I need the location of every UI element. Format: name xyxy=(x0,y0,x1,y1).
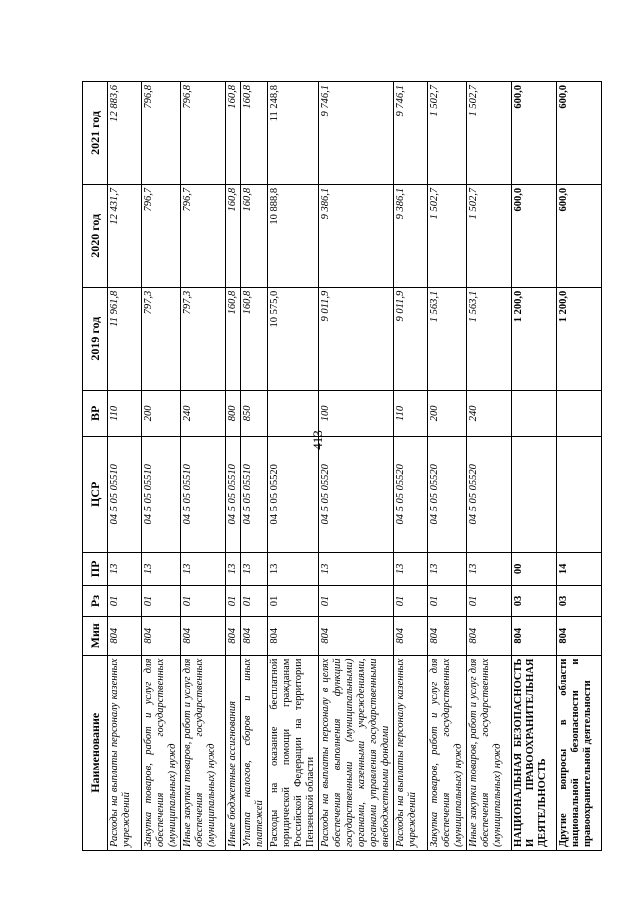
cell-2021: 11 248,8 xyxy=(268,82,319,185)
cell-rz: 01 xyxy=(142,586,181,617)
cell-name: Расходы на выплаты персоналу в целях обеспечения выполнения функций государственными (муниципальными) органами, казенными учреждениями, органами управления государственными внебюджетными фондами xyxy=(319,655,394,850)
cell-2021: 1 502,7 xyxy=(467,82,512,185)
cell-name: НАЦИОНАЛЬНАЯ БЕЗОПАСНОСТЬ И ПРАВООХРАНИТЕЛЬНАЯ ДЕЯТЕЛЬНОСТЬ xyxy=(512,655,557,850)
cell-2021: 600,0 xyxy=(557,82,602,185)
cell-pr: 13 xyxy=(268,552,319,585)
cell-2021: 12 883,6 xyxy=(108,82,142,185)
cell-pr: 13 xyxy=(467,552,512,585)
table-row xyxy=(557,82,602,851)
cell-min: 804 xyxy=(181,616,226,655)
cell-tssr: 04 5 05 05520 xyxy=(394,436,428,552)
table-row xyxy=(226,82,241,851)
cell-2020: 160,8 xyxy=(241,184,268,287)
cell-min: 804 xyxy=(226,616,241,655)
cell-2021: 9 746,1 xyxy=(319,82,394,185)
cell-vr: 240 xyxy=(181,390,226,436)
cell-name: Иные закупки товаров, работ и услуг для обеспечения государственных (муниципальных) нужд xyxy=(181,655,226,850)
cell-tssr: 04 5 05 05510 xyxy=(241,436,268,552)
cell-2019: 160,8 xyxy=(241,287,268,390)
cell-rz: 01 xyxy=(226,586,241,617)
cell-min: 804 xyxy=(319,616,394,655)
cell-2020: 10 888,8 xyxy=(268,184,319,287)
cell-vr xyxy=(512,390,557,436)
header-min: Мин xyxy=(83,616,108,655)
cell-pr: 14 xyxy=(557,552,602,585)
cell-2019: 797,3 xyxy=(181,287,226,390)
cell-rz: 01 xyxy=(467,586,512,617)
cell-tssr: 04 5 05 05520 xyxy=(319,436,394,552)
cell-2021: 160,8 xyxy=(226,82,241,185)
cell-vr: 200 xyxy=(142,390,181,436)
cell-rz: 03 xyxy=(557,586,602,617)
cell-2019: 9 011,9 xyxy=(319,287,394,390)
cell-2019: 797,3 xyxy=(142,287,181,390)
cell-vr xyxy=(268,390,319,436)
cell-2021: 9 746,1 xyxy=(394,82,428,185)
cell-vr: 800 xyxy=(226,390,241,436)
cell-2020: 160,8 xyxy=(226,184,241,287)
cell-rz: 01 xyxy=(181,586,226,617)
table-row xyxy=(319,82,394,851)
cell-2019: 1 563,1 xyxy=(467,287,512,390)
cell-2020: 600,0 xyxy=(512,184,557,287)
header-name: Наименование xyxy=(83,655,108,850)
table-row xyxy=(512,82,557,851)
cell-tssr xyxy=(512,436,557,552)
header-2021: 2021 год xyxy=(83,82,108,185)
cell-rz: 03 xyxy=(512,586,557,617)
cell-pr: 13 xyxy=(319,552,394,585)
cell-vr: 200 xyxy=(428,390,467,436)
cell-rz: 01 xyxy=(394,586,428,617)
table-row xyxy=(181,82,226,851)
cell-min: 804 xyxy=(394,616,428,655)
header-rz: Рз xyxy=(83,586,108,617)
header-vr: ВР xyxy=(83,390,108,436)
cell-rz: 01 xyxy=(428,586,467,617)
cell-pr: 13 xyxy=(241,552,268,585)
cell-2019: 9 011,9 xyxy=(394,287,428,390)
cell-vr: 110 xyxy=(108,390,142,436)
cell-min: 804 xyxy=(142,616,181,655)
cell-2020: 12 431,7 xyxy=(108,184,142,287)
cell-rz: 01 xyxy=(108,586,142,617)
cell-2020: 796,7 xyxy=(142,184,181,287)
table-row xyxy=(142,82,181,851)
cell-min: 804 xyxy=(467,616,512,655)
cell-name: Расходы на выплаты персоналу казенных учреждений xyxy=(394,655,428,850)
header-tssr: ЦСР xyxy=(83,436,108,552)
cell-tssr xyxy=(557,436,602,552)
cell-2020: 1 502,7 xyxy=(467,184,512,287)
cell-name: Расходы на выплаты персоналу казенных учреждений xyxy=(108,655,142,850)
cell-tssr: 04 5 05 05520 xyxy=(268,436,319,552)
cell-2021: 796,8 xyxy=(142,82,181,185)
cell-tssr: 04 5 05 05510 xyxy=(226,436,241,552)
cell-tssr: 04 5 05 05510 xyxy=(181,436,226,552)
table-row xyxy=(467,82,512,851)
cell-vr: 100 xyxy=(319,390,394,436)
cell-2019: 1 200,0 xyxy=(557,287,602,390)
cell-pr: 13 xyxy=(181,552,226,585)
cell-vr: 850 xyxy=(241,390,268,436)
cell-2020: 796,7 xyxy=(181,184,226,287)
cell-pr: 00 xyxy=(512,552,557,585)
cell-rz: 01 xyxy=(268,586,319,617)
cell-pr: 13 xyxy=(394,552,428,585)
table-row xyxy=(428,82,467,851)
table-row xyxy=(108,82,142,851)
budget-table-container xyxy=(82,81,593,851)
cell-name: Иные закупки товаров, работ и услуг для обеспечения государственных (муниципальных) нужд xyxy=(467,655,512,850)
cell-2019: 11 961,8 xyxy=(108,287,142,390)
cell-min: 804 xyxy=(428,616,467,655)
table-row xyxy=(241,82,268,851)
page-number: 413 xyxy=(310,430,325,450)
cell-rz: 01 xyxy=(241,586,268,617)
cell-2020: 9 386,1 xyxy=(394,184,428,287)
cell-2021: 796,8 xyxy=(181,82,226,185)
table-header-row xyxy=(83,82,108,851)
cell-2019: 1 563,1 xyxy=(428,287,467,390)
table-body xyxy=(108,82,602,851)
cell-tssr: 04 5 05 05520 xyxy=(467,436,512,552)
cell-pr: 13 xyxy=(428,552,467,585)
cell-name: Расходы на оказание бесплатной юридической помощи гражданам Российской Федерации на территории Пензенской области xyxy=(268,655,319,850)
header-2019: 2019 год xyxy=(83,287,108,390)
cell-2020: 600,0 xyxy=(557,184,602,287)
cell-2019: 160,8 xyxy=(226,287,241,390)
cell-pr: 13 xyxy=(226,552,241,585)
cell-min: 804 xyxy=(557,616,602,655)
cell-2021: 1 502,7 xyxy=(428,82,467,185)
cell-name: Иные бюджетные ассигнования xyxy=(226,655,241,850)
cell-min: 804 xyxy=(108,616,142,655)
cell-pr: 13 xyxy=(142,552,181,585)
cell-tssr: 04 5 05 05520 xyxy=(428,436,467,552)
cell-vr: 110 xyxy=(394,390,428,436)
cell-pr: 13 xyxy=(108,552,142,585)
cell-vr: 240 xyxy=(467,390,512,436)
cell-2020: 9 386,1 xyxy=(319,184,394,287)
cell-2021: 160,8 xyxy=(241,82,268,185)
cell-2019: 10 575,0 xyxy=(268,287,319,390)
cell-2019: 1 200,0 xyxy=(512,287,557,390)
cell-min: 804 xyxy=(241,616,268,655)
table-row xyxy=(394,82,428,851)
cell-name: Закупка товаров, работ и услуг для обеспечения государственных (муниципальных) нужд xyxy=(428,655,467,850)
cell-2021: 600,0 xyxy=(512,82,557,185)
cell-name: Другие вопросы в области национальной безопасности и правоохранительной деятельности xyxy=(557,655,602,850)
cell-vr xyxy=(557,390,602,436)
cell-2020: 1 502,7 xyxy=(428,184,467,287)
cell-rz: 01 xyxy=(319,586,394,617)
cell-tssr: 04 5 05 05510 xyxy=(108,436,142,552)
table-row xyxy=(268,82,319,851)
budget-table xyxy=(82,81,602,851)
cell-name: Закупка товаров, работ и услуг для обеспечения государственных (муниципальных) нужд xyxy=(142,655,181,850)
cell-tssr: 04 5 05 05510 xyxy=(142,436,181,552)
header-2020: 2020 год xyxy=(83,184,108,287)
cell-min: 804 xyxy=(268,616,319,655)
header-pr: ПР xyxy=(83,552,108,585)
cell-name: Уплата налогов, сборов и иных платежей xyxy=(241,655,268,850)
cell-min: 804 xyxy=(512,616,557,655)
